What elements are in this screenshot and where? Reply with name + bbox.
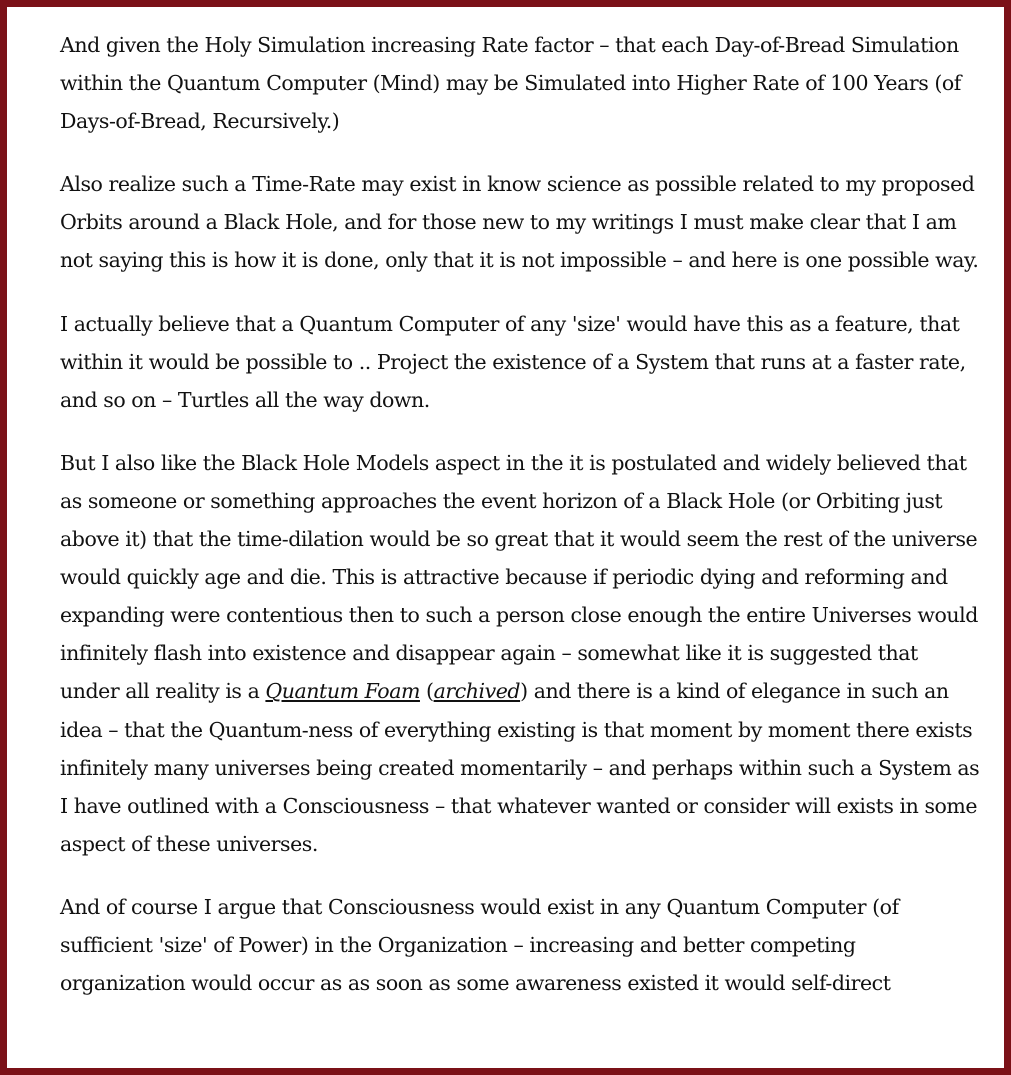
- quantum-foam-link[interactable]: Quantum Foam: [265, 679, 420, 704]
- paragraph-4-text-between: (: [419, 679, 434, 704]
- paragraph-4-text-start: But I also like the Black Hole Models aspect in the it is postulated and widely believed that as someone or something approaches the event horizon of a Black Hole (or Orbiting just above it) that the time-dilation would be so great that it would seem the rest of the universe would quickly age and die. This is attractive because if periodic dying and reforming and expanding were contentious then to such a person close enough the entire Universes would infinitely flash into existence and disappear again – somewhat like it is suggested that under all reality is a: [60, 450, 978, 704]
- paragraph-5: And of course I argue that Consciousness would exist in any Quantum Computer (of sufficient 'size' of Power) in the Organization – increasing and better competing organization would occur as as soon as some awareness existed it would self-direct: [60, 894, 899, 996]
- paragraph-3: I actually believe that a Quantum Computer of any 'size' would have this as a feature, that within it would be possible to .. Project the existence of a System that runs at a faster rate, and so on – Turtles all the way down.: [60, 311, 966, 412]
- paragraph-1: And given the Holy Simulation increasing Rate factor – that each Day-of-Bread Simulation within the Quantum Computer (Mind) may be Simulated into Higher Rate of 100 Years (of Days-of-Bread, Recursively.): [60, 33, 961, 134]
- paragraph-4: [60, 444, 980, 863]
- paragraph-2: Also realize such a Time-Rate may exist in know science as possible related to my proposed Orbits around a Black Hole, and for those new to my writings I must make clear that I am not saying this is how it is done, only that it is not impossible – and here is one possible way.: [60, 172, 979, 273]
- article-body: [60, 26, 980, 1002]
- archived-link[interactable]: archived: [433, 679, 521, 704]
- paragraph-4-text-end: ) and there is a kind of elegance in such an idea – that the Quantum-ness of everything existing is that moment by moment there exists infinitely many universes being created momentarily – and perhaps within such a System as I have outlined with a Consciousness – that whatever wanted or consider will exists in some aspect of these universes.: [60, 679, 980, 856]
